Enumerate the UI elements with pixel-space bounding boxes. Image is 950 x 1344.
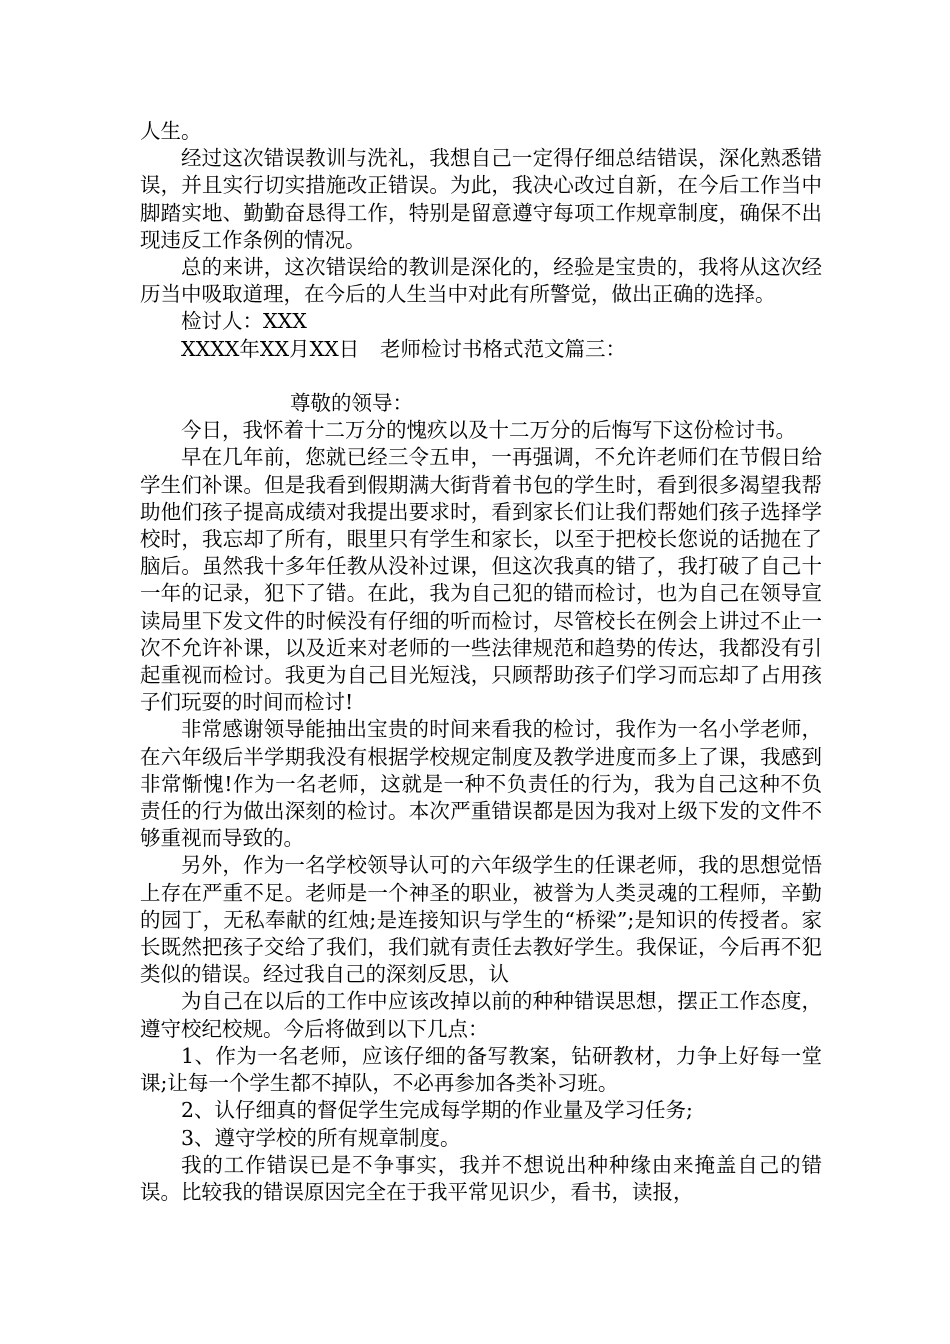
list-item: 2、认仔细真的督促学生完成每学期的作业量及学习任务; (181, 1098, 693, 1123)
paragraph: 今日，我怀着十二万分的愧疚以及十二万分的后悔写下这份检讨书。 (181, 418, 796, 443)
date-text: XXXX年XX月XX日 (181, 336, 360, 361)
paragraph: 经过这次错误教训与洗礼，我想自己一定得仔细总结错误，深化熟悉错误，并且实行切实措施改正错误。为此，我决心改过自新，在今后工作当中脚踏实地、勤勤奋恳得工作，特别是留意遵守每项工作规章制度，确保不出现违反工作条例的情况。 (140, 146, 822, 252)
list-item: 3、遵守学校的所有规章制度。 (181, 1125, 461, 1150)
paragraph-continuation: 人生。 (140, 119, 202, 143)
paragraph: 非常感谢领导能抽出宝贵的时间来看我的检讨，我作为一名小学老师，在六年级后半学期我没有根据学校规定制度及教学进度而多上了课，我感到非常惭愧!作为一名老师，这就是一种不负责任的行为，我为自己这种不负责任的行为做出深刻的检讨。本次严重错误都是因为我对上级下发的文件不够重视而导致的。 (140, 717, 822, 851)
paragraph: 早在几年前，您就已经三令五申，一再强调，不允许老师们在节假日给学生们补课。但是我看到假期满大街背着书包的学生时，看到很多渴望我帮助他们孩子提高成绩对我提出要求时，看到家长们让我们帮她们孩子选择学校时，我忘却了所有，眼里只有学生和家长，以至于把校长您说的话抛在了脑后。虽然我十多年任教从没补过课，但这次我真的错了，我打破了自己十一年的记录，犯下了错。在此，我为自己犯的错而检讨，也为自己在领导宣读局里下发文件的时候没有仔细的听而检讨，尽管校长在例会上讲过不止一次不允许补课，以及近来对老师的一些法律规范和趋势的传达，我都没有引起重视而检讨。我更为自己目光短浅，只顾帮助孩子们学习而忘却了占用孩子们玩耍的时间而检讨! (140, 445, 822, 715)
paragraph: 另外，作为一名学校领导认可的六年级学生的任课老师，我的思想觉悟上存在严重不足。老师是一个神圣的职业，被誉为人类灵魂的工程师，辛勤的园丁，无私奉献的红烛;是连接知识与学生的“桥梁”;是知识的传授者。家长既然把孩子交给了我们，我们就有责任去教好学生。我保证，今后再不犯类似的错误。经过我自己的深刻反思，认 (140, 853, 822, 987)
section-title: 老师检讨书格式范文篇三： (380, 336, 626, 361)
list-item: 1、作为一名老师，应该仔细的备写教案，钻研教材，力争上好每一堂课;让每一个学生都不掉队，不必再参加各类补习班。 (140, 1043, 822, 1096)
paragraph: 我的工作错误已是不争事实，我并不想说出种种缘由来掩盖自己的错误。比较我的错误原因完全在于我平常见识少，看书，读报， (140, 1152, 822, 1204)
date-line (140, 336, 822, 363)
paragraph: 为自己在以后的工作中应该改掉以前的种种错误思想，摆正工作态度，遵守校纪校规。今后将做到以下几点： (140, 989, 822, 1041)
blank-line (140, 363, 822, 390)
document-body (140, 118, 822, 1206)
signature-line: 检讨人：XXX (181, 309, 307, 334)
paragraph: 总的来讲，这次错误给的教训是深化的，经验是宝贵的，我将从这次经历当中吸取道理，在今后的人生当中对此有所警觉，做出正确的选择。 (140, 255, 822, 307)
salutation: 尊敬的领导： (290, 391, 413, 416)
